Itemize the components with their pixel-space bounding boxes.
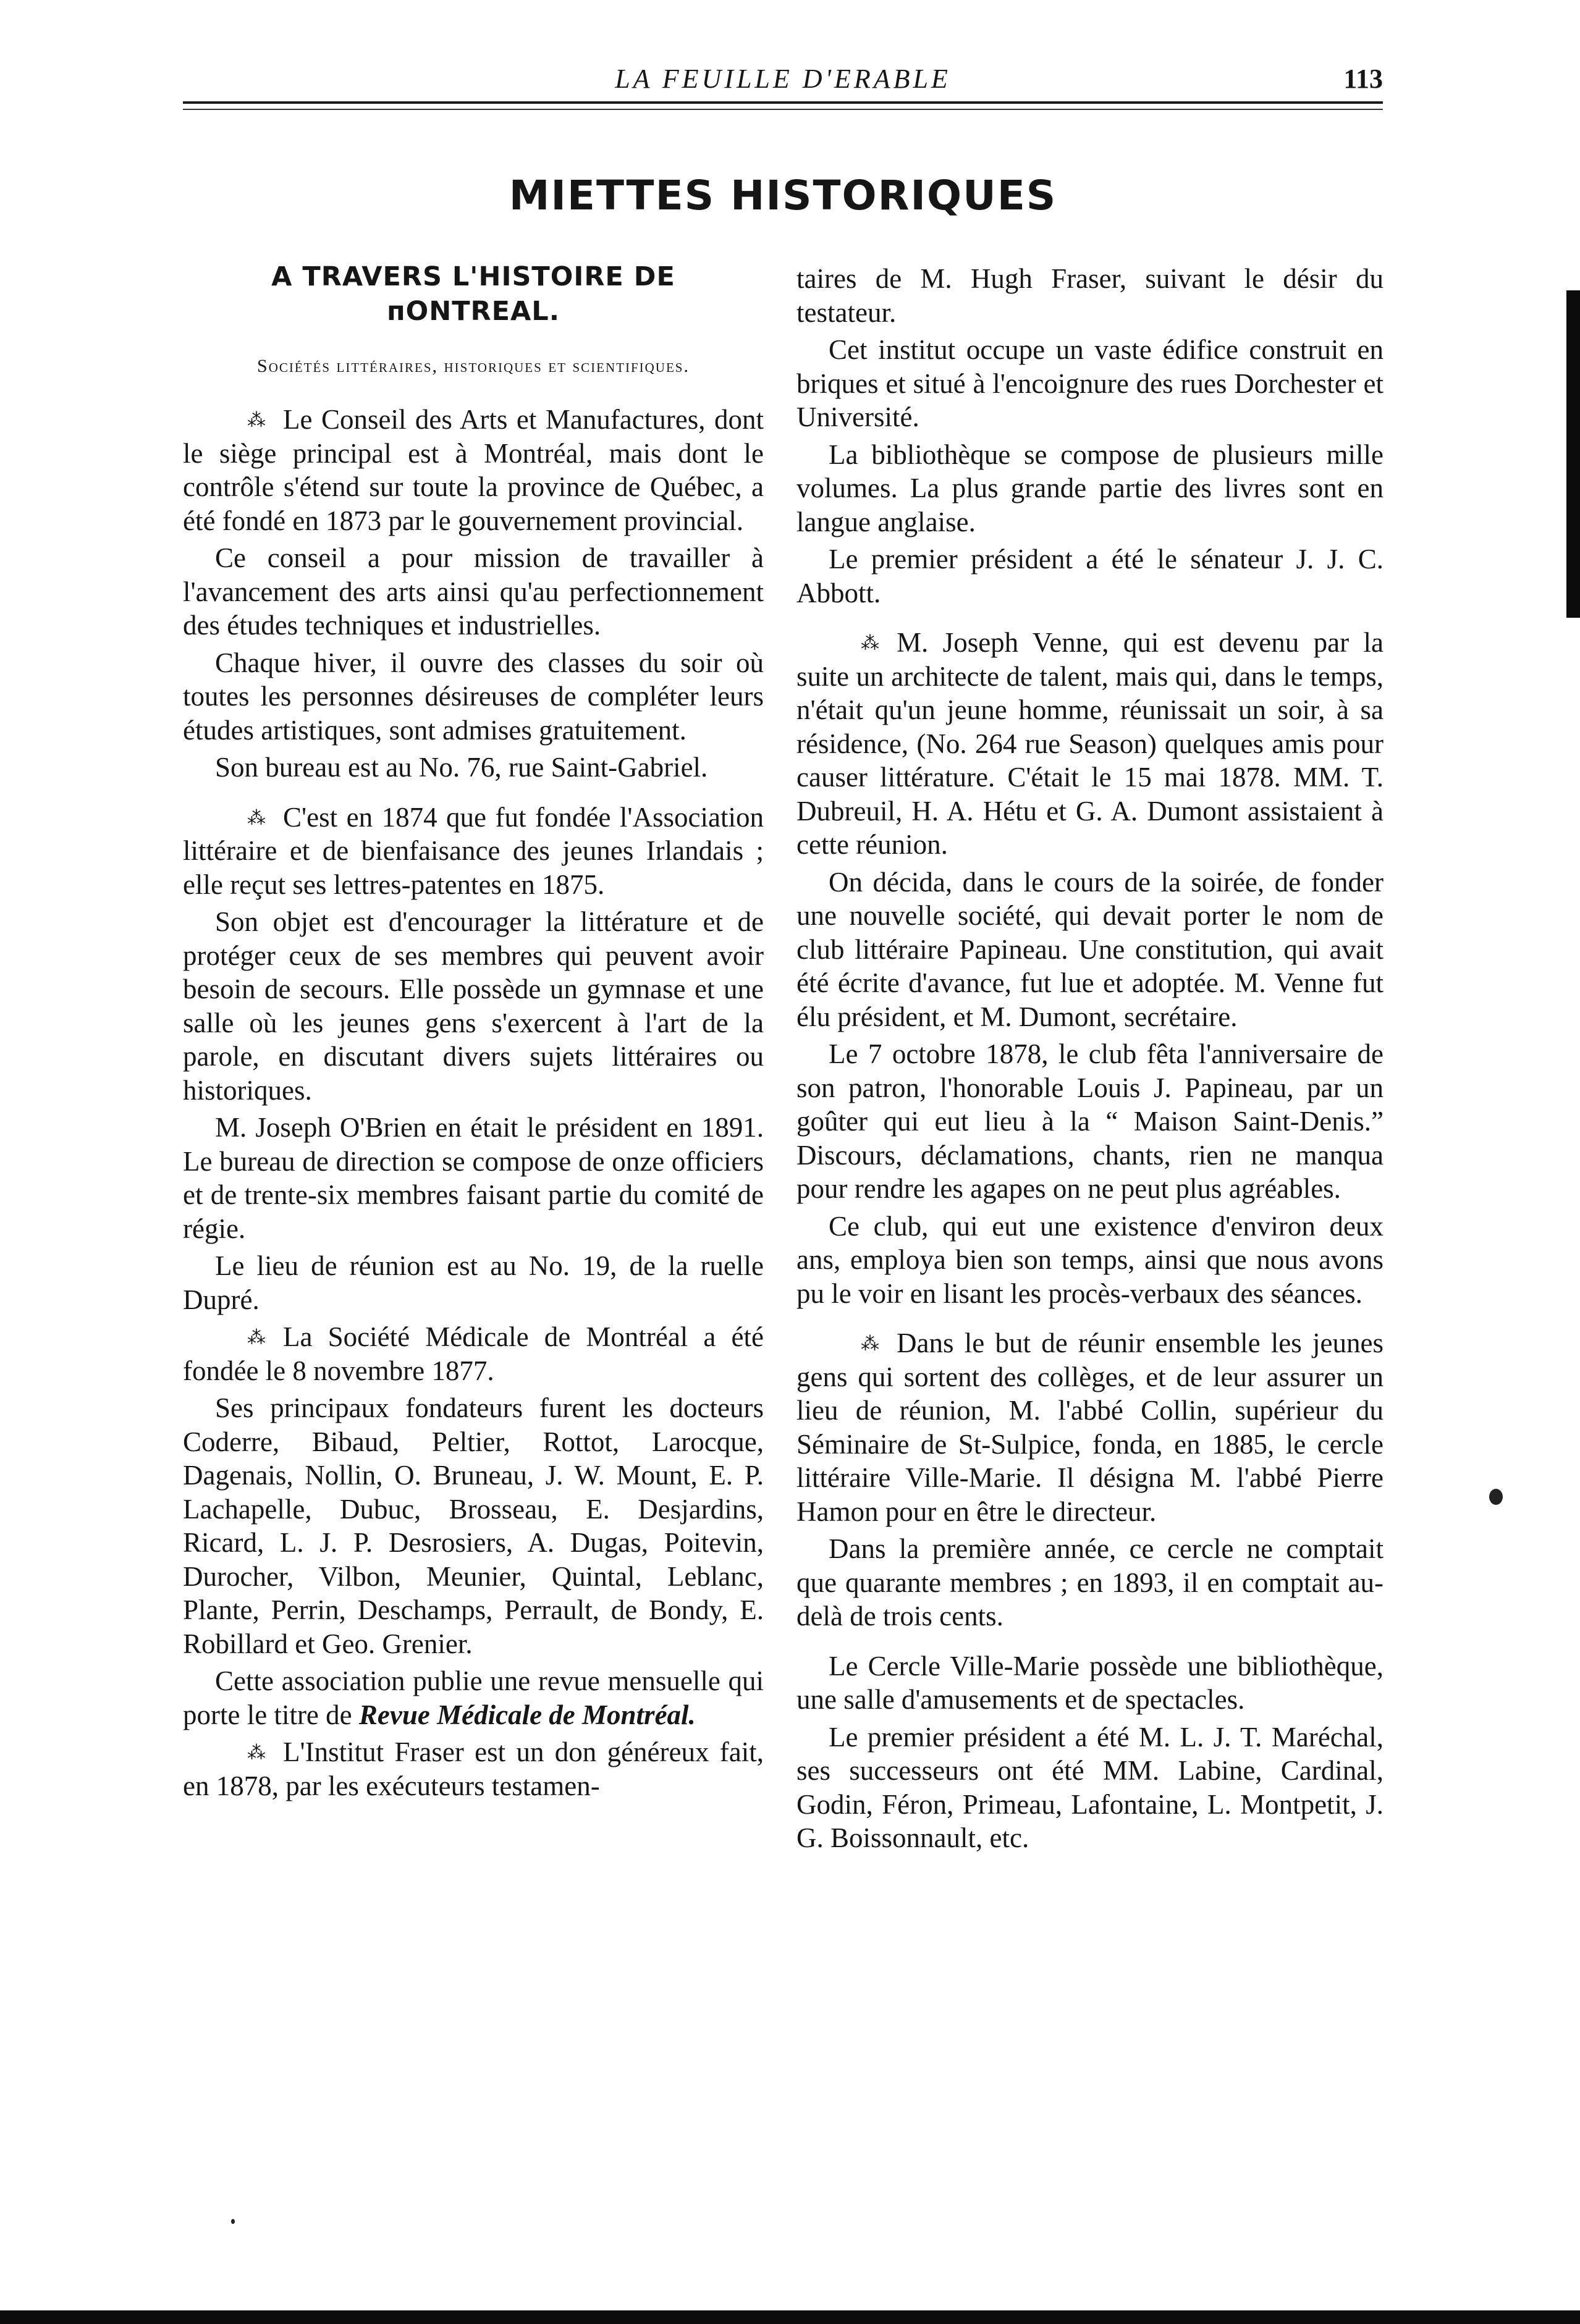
running-title: LA FEUILLE D'ERABLE	[615, 64, 951, 94]
scan-edge-shadow	[1566, 290, 1580, 618]
paragraph: Le 7 octobre 1878, le club fêta l'anniversaire de son patron, l'honorable Louis J. Papineau, par un goûter qui eut lieu à la “ Maison Saint-Denis.” Discours, déclamations, chants, rien ne manqua pour rendre les agapes on ne peut plus agréables.	[796, 1038, 1384, 1204]
page-number: 113	[1343, 64, 1383, 94]
paragraph-text: La Société Médicale de Montréal a été fondée le 8 novembre 1877.	[183, 1321, 764, 1386]
paragraph	[183, 1320, 764, 1387]
paragraph	[183, 403, 764, 537]
paragraph: Ce conseil a pour mission de travailler à l'avancement des arts ainsi qu'au perfectionnement des études techniques et industrielles.	[183, 542, 764, 641]
section-heading: A TRAVERS L'HISTOIRE DE пONTREAL.	[271, 261, 675, 327]
journal-title: Revue Médicale de Montréal.	[358, 1699, 696, 1730]
ink-speck	[231, 2219, 235, 2224]
paragraph-text: Cette association publie une revue mensuelle qui porte le titre de	[183, 1665, 764, 1730]
header-rule	[183, 101, 1383, 104]
paragraph: M. Joseph O'Brien en était le président en 1891. Le bureau de direction se compose de onze officiers et de trente-six membres faisant partie du comité de régie.	[183, 1112, 764, 1244]
paragraph-text: M. Joseph Venne, qui est devenu par la suite un architecte de talent, mais qui, dans le temps, n'était qu'un jeune homme, réunissait un soir, à sa résidence, (No. 264 rue Season) quelques amis pour causer littérature. C'était le 15 mai 1878. MM. T. Dubreuil, H. A. Hétu et G. A. Dumont assistaient à cette réunion.	[796, 627, 1384, 860]
paragraph: On décida, dans le cours de la soirée, de fonder une nouvelle société, qui devait porter le nom de club littéraire Papineau. Une constitution, qui avait été écrite d'avance, fut lue et adoptée. M. Venne fut élu président, et M. Dumont, secrétaire.	[796, 866, 1384, 1032]
right-column	[796, 262, 1384, 1859]
page-title: MIETTES HISTORIQUES	[509, 172, 1057, 219]
asterism-mark: ⁂	[247, 410, 266, 431]
paragraph: Ses principaux fondateurs furent les docteurs Coderre, Bibaud, Peltier, Rottot, Larocque, Dagenais, Nollin, O. Bruneau, J. W. Mount, E. P. Lachapelle, Dubuc, Brosseau, E. Desjardins, Ricard, L. J. P. Desrosiers, A. Dugas, Poitevin, Durocher, Vilbon, Meunier, Quintal, Leblanc, Plante, Perrin, Deschamps, Perrault, de Bondy, E. Robillard et Geo. Grenier.	[183, 1392, 764, 1659]
asterism-mark: ⁂	[247, 807, 266, 828]
asterism-mark: ⁂	[247, 1328, 266, 1348]
paragraph: Son bureau est au No. 76, rue Saint-Gabriel.	[215, 752, 708, 783]
paragraph	[183, 1735, 764, 1803]
section-subheading: Sociétés littéraires, historiques et scientifiques.	[257, 356, 690, 376]
asterism-mark: ⁂	[247, 1743, 266, 1763]
asterism-mark: ⁂	[861, 633, 879, 654]
paragraph: La bibliothèque se compose de plusieurs mille volumes. La plus grande partie des livres sont en langue anglaise.	[796, 439, 1384, 537]
paragraph	[183, 1664, 764, 1732]
paragraph: Cet institut occupe un vaste édifice construit en briques et situé à l'encoignure des rues Dorchester et Université.	[796, 334, 1384, 432]
paragraph: Le premier président a été le sénateur J. J. C. Abbott.	[796, 544, 1384, 608]
paragraph: Ce club, qui eut une existence d'environ deux ans, employa bien son temps, ainsi que nous avons pu le voir en lisant les procès-verbaux des séances.	[796, 1210, 1384, 1309]
scan-bottom-edge	[0, 2310, 1580, 2324]
paragraph-text: C'est en 1874 que fut fondée l'Association littéraire et de bienfaisance des jeunes Irlandais ; elle reçut ses lettres-patentes en 1875.	[183, 801, 764, 900]
paragraph: Le lieu de réunion est au No. 19, de la ruelle Dupré.	[183, 1250, 764, 1315]
header-rule-thin	[183, 109, 1383, 110]
paragraph-text: Dans le but de réunir ensemble les jeunes gens qui sortent des collèges, et de leur assurer un lieu de réunion, M. l'abbé Collin, supérieur du Séminaire de St-Sulpice, fonda, en 1885, le cercle littéraire Ville-Marie. Il désigna M. l'abbé Pierre Hamon pour en être le directeur.	[796, 1328, 1384, 1527]
paragraph: Son objet est d'encourager la littérature et de protéger ceux de ses membres qui peuvent avoir besoin de secours. Elle possède un gymnase et une salle où les jeunes gens s'exercent à l'art de la parole, en discutant divers sujets littéraires ou historiques.	[183, 906, 764, 1106]
paragraph: Dans la première année, ce cercle ne comptait que quarante membres ; en 1893, il en comptait au-delà de trois cents.	[796, 1533, 1384, 1631]
ink-speck	[1489, 1489, 1503, 1505]
paragraph	[183, 801, 764, 902]
running-header	[183, 59, 1383, 96]
paragraph: Chaque hiver, il ouvre des classes du soir où toutes les personnes désireuses de compléter leurs études artistiques, sont admises gratuitement.	[183, 647, 764, 746]
paragraph	[796, 626, 1384, 862]
left-column	[183, 259, 764, 1806]
paragraph	[796, 1326, 1384, 1528]
paragraph: Le Cercle Ville-Marie possède une bibliothèque, une salle d'amusements et de spectacles.	[796, 1650, 1384, 1715]
paragraph-text: Le Conseil des Arts et Manufactures, dont le siège principal est à Montréal, mais dont le contrôle s'étend sur toute la province de Québec, a été fondé en 1873 par le gouvernement provincial.	[183, 404, 764, 536]
paragraph: Le premier président a été M. L. J. T. Maréchal, ses successeurs ont été MM. Labine, Cardinal, Godin, Féron, Primeau, Lafontaine, L. Montpetit, J. G. Boissonnault, etc.	[796, 1721, 1384, 1853]
paragraph-text: L'Institut Fraser est un don généreux fait, en 1878, par les exécuteurs testamen-	[183, 1737, 764, 1801]
asterism-mark: ⁂	[861, 1334, 879, 1354]
paragraph: taires de M. Hugh Fraser, suivant le désir du testateur.	[796, 263, 1384, 328]
